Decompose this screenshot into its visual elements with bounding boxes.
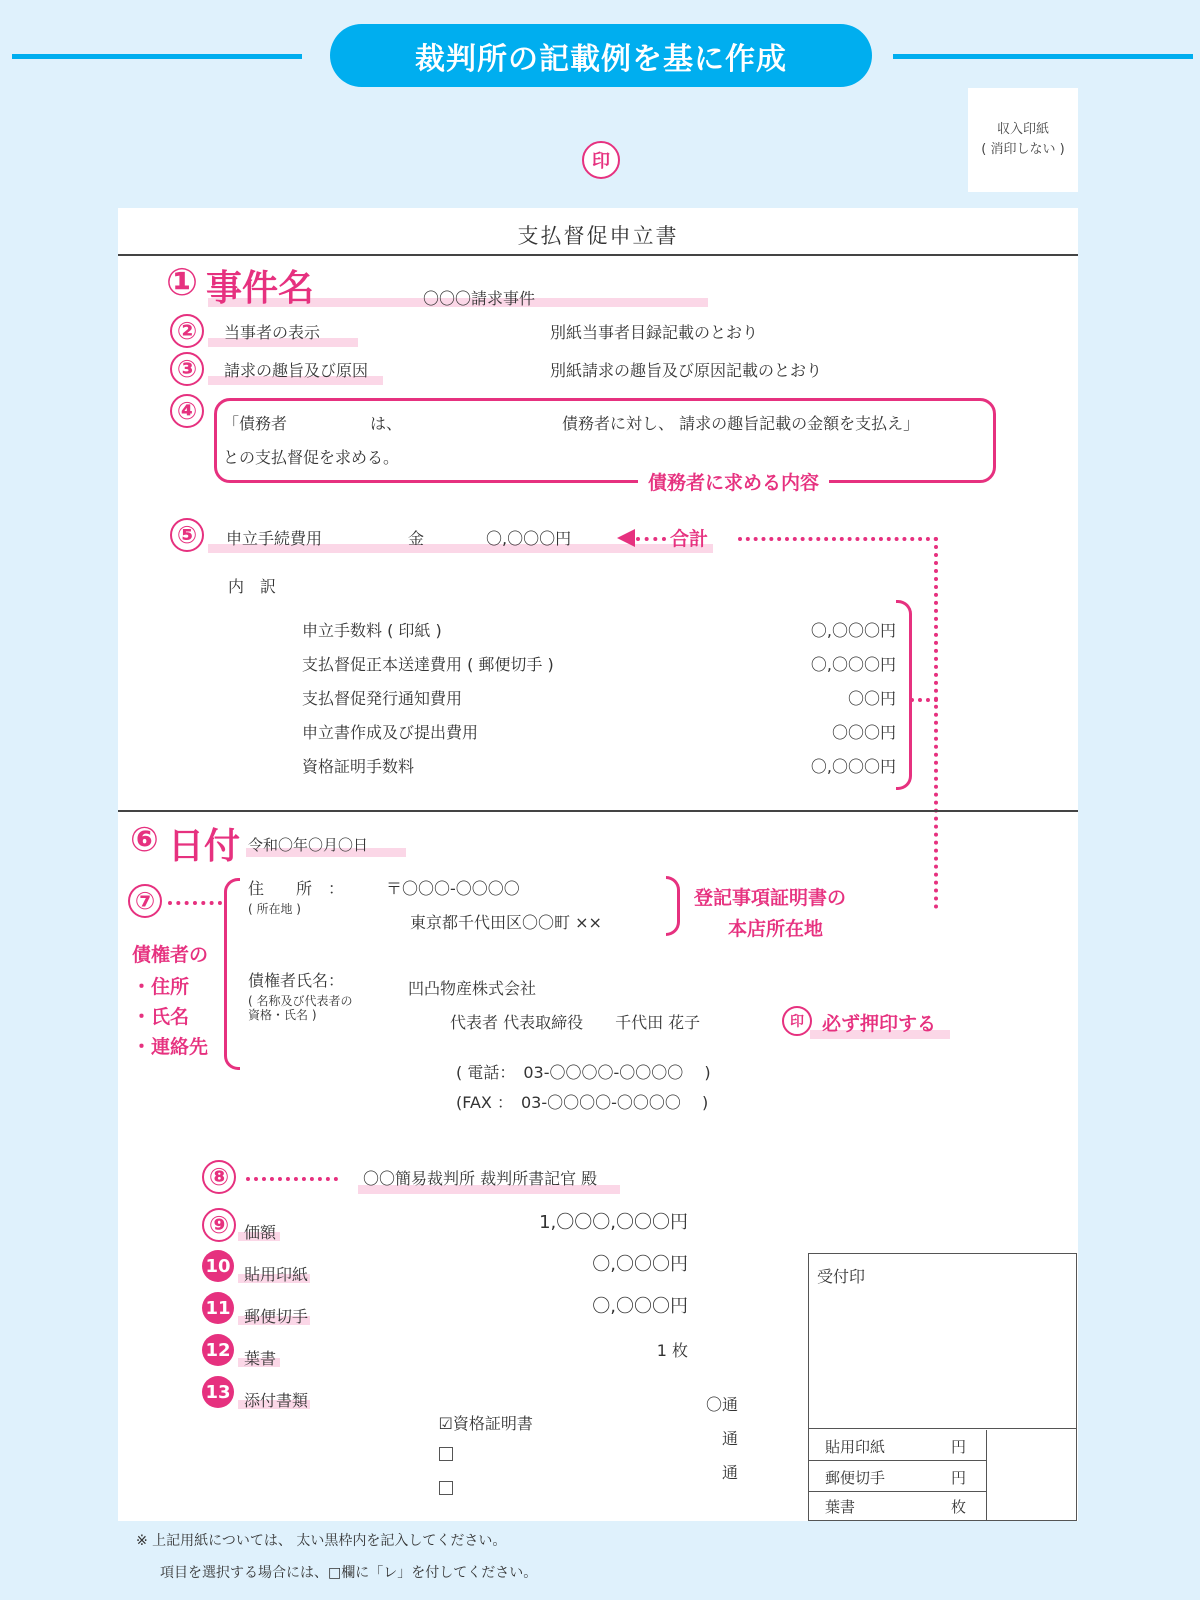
reception-stamp-title: 受付印	[817, 1267, 866, 1286]
parties-value: 別紙当事者目録記載のとおり	[550, 323, 759, 342]
breakdown-item-amount: 〇〇円	[847, 689, 896, 708]
attachment-count: 通	[721, 1463, 738, 1482]
court-addressee: 〇〇簡易裁判所 裁判所書記官 殿	[363, 1169, 598, 1188]
creditor-side-title: 債権者の	[132, 944, 209, 966]
attachment-count: 〇通	[705, 1395, 738, 1414]
demand-text-1a: 「債務者	[223, 414, 288, 433]
phone-number: ( 電話： 03-〇〇〇〇-〇〇〇〇 )	[456, 1063, 711, 1082]
stamp-fee-label: 貼用印紙	[244, 1265, 309, 1284]
name-label: 債権者氏名：	[248, 971, 345, 990]
costs-total: 〇,〇〇〇円	[486, 529, 572, 548]
reception-stamp-box	[808, 1253, 1077, 1521]
dotted-connector	[168, 901, 222, 905]
revenue-stamp-box	[968, 88, 1078, 192]
header-banner	[330, 24, 872, 87]
revenue-stamp-note: ( 消印しない )	[981, 142, 1065, 157]
representative-name: 代表者 代表取締役 千代田 花子	[450, 1013, 701, 1032]
breakdown-item-amount: 〇〇〇円	[831, 723, 896, 742]
attachments-label: 添付書類	[244, 1391, 309, 1410]
breakdown-item-name: 支払督促正本送達費用 ( 郵便切手 )	[302, 655, 554, 674]
address-annotation-1: 登記事項証明書の	[694, 887, 847, 909]
dotted-connector	[738, 537, 938, 541]
reception-row-unit: 円	[951, 1438, 967, 1456]
section-rule	[118, 810, 1078, 812]
case-name-label: 事件名	[206, 268, 315, 309]
item-number-12: 12	[202, 1334, 234, 1366]
item-number-9: ⑨	[202, 1208, 236, 1242]
seal-icon: 印	[582, 141, 620, 179]
postal-code: 〒〇〇〇-〇〇〇〇	[386, 879, 520, 898]
claim-value: 別紙請求の趣旨及び原因記載のとおり	[550, 361, 823, 380]
creditor-side-address: ・住所	[132, 976, 190, 998]
dotted-connector	[246, 1177, 338, 1181]
arrow-left-icon	[617, 529, 635, 547]
demand-text-1b: は、	[370, 414, 403, 433]
checkbox-icon[interactable]	[439, 1481, 453, 1495]
breakdown-label: 内 訳	[228, 577, 277, 596]
reception-row	[809, 1461, 987, 1492]
reception-stamp-area	[809, 1254, 1076, 1429]
reception-row-unit: 円	[951, 1469, 967, 1487]
postcard-label: 葉書	[244, 1349, 277, 1368]
checkbox-checked-icon[interactable]: ☑	[438, 1414, 453, 1433]
note-line-1: ※ 上記用紙については、 太い黒枠内を記入してください。	[136, 1533, 507, 1549]
company-name: 凹凸物産株式会社	[408, 979, 537, 998]
breakdown-item-name: 申立書作成及び提出費用	[302, 723, 479, 742]
demand-text-1c: 債務者に対し、 請求の趣旨記載の金額を支払え」	[562, 414, 920, 433]
item-number-13: 13	[202, 1376, 234, 1408]
item-number-1: ①	[166, 260, 199, 304]
costs-label: 申立手続費用	[226, 529, 323, 548]
item-number-5: ⑤	[170, 518, 204, 552]
attachment-count: 通	[721, 1429, 738, 1448]
stamp-fee-value: 〇,〇〇〇円	[592, 1254, 688, 1275]
attachment-row	[408, 1460, 453, 1517]
value-label: 価額	[244, 1223, 277, 1242]
reception-row	[809, 1430, 987, 1461]
reception-row-label: 郵便切手	[825, 1469, 886, 1487]
address-sublabel: ( 所在地 )	[248, 902, 301, 916]
item-number-7: ⑦	[128, 884, 162, 918]
item-number-3: ③	[170, 352, 204, 386]
reception-row-label: 葉書	[825, 1498, 856, 1516]
postage-value: 〇,〇〇〇円	[592, 1296, 688, 1317]
header-banner-text: 裁判所の記載例を基に作成	[415, 41, 787, 77]
address-label: 住 所 ：	[248, 879, 345, 898]
fax-number: (FAX ： 03-〇〇〇〇-〇〇〇〇 )	[456, 1093, 709, 1112]
reception-row-unit: 枚	[951, 1498, 967, 1516]
creditor-side-name: ・氏名	[132, 1006, 190, 1028]
breakdown-item-amount: 〇,〇〇〇円	[810, 655, 896, 674]
creditor-bracket	[224, 878, 240, 1070]
document-title: 支払督促申立書	[517, 224, 679, 248]
dotted-connector	[934, 537, 938, 909]
note-line-2: 項目を選択する場合には、□欄に「レ」を付してください。	[160, 1565, 538, 1581]
breakdown-item-amount: 〇,〇〇〇円	[810, 621, 896, 640]
postage-label: 郵便切手	[244, 1307, 309, 1326]
case-name-value: 〇〇〇請求事件	[423, 289, 536, 308]
breakdown-item-name: 資格証明手数料	[302, 757, 415, 776]
item-number-6: ⑥	[130, 820, 159, 860]
value-amount: 1,〇〇〇,〇〇〇円	[539, 1212, 688, 1233]
date-label: 日付	[168, 826, 241, 867]
costs-kin: 金	[408, 529, 425, 548]
name-sublabel-1: ( 名称及び代表者の	[248, 994, 353, 1008]
header-rule-left	[12, 54, 302, 59]
total-annotation: 合計	[670, 528, 709, 550]
creditor-side-contact: ・連絡先	[132, 1036, 209, 1058]
date-value: 令和〇年〇月〇日	[248, 836, 369, 854]
breakdown-item-name: 申立手数料 ( 印紙 )	[302, 621, 442, 640]
item-number-8: ⑧	[202, 1160, 236, 1194]
checkbox-icon[interactable]	[439, 1447, 453, 1461]
title-rule	[118, 254, 1078, 256]
item-number-4: ④	[170, 394, 204, 428]
dotted-connector	[636, 537, 666, 541]
breakdown-bracket	[896, 600, 912, 790]
breakdown-item-name: 支払督促発行通知費用	[302, 689, 463, 708]
attachment-name: 資格証明書	[452, 1414, 533, 1433]
item-number-10: 10	[202, 1250, 234, 1282]
item-number-2: ②	[170, 314, 204, 348]
seal-icon: 印	[782, 1006, 812, 1036]
postcard-value: 1 枚	[656, 1341, 688, 1360]
revenue-stamp-label: 収入印紙	[996, 122, 1049, 137]
seal-annotation: 必ず押印する	[822, 1013, 937, 1035]
reception-row-label: 貼用印紙	[825, 1438, 886, 1456]
breakdown-item-amount: 〇,〇〇〇円	[810, 757, 896, 776]
claim-label: 請求の趣旨及び原因	[224, 361, 369, 380]
name-sublabel-2: 資格・氏名 )	[248, 1008, 317, 1022]
header-rule-right	[893, 54, 1193, 59]
reception-row	[809, 1492, 987, 1521]
parties-label: 当事者の表示	[224, 323, 321, 342]
dotted-connector	[910, 698, 938, 702]
address-annotation-2: 本店所在地	[728, 918, 824, 940]
item-number-11: 11	[202, 1292, 234, 1324]
address-value: 東京都千代田区〇〇町 ××	[410, 913, 602, 932]
demand-text-2: との支払督促を求める。	[223, 448, 400, 467]
demand-annotation: 債務者に求める内容	[638, 468, 829, 495]
address-bracket	[666, 876, 680, 936]
